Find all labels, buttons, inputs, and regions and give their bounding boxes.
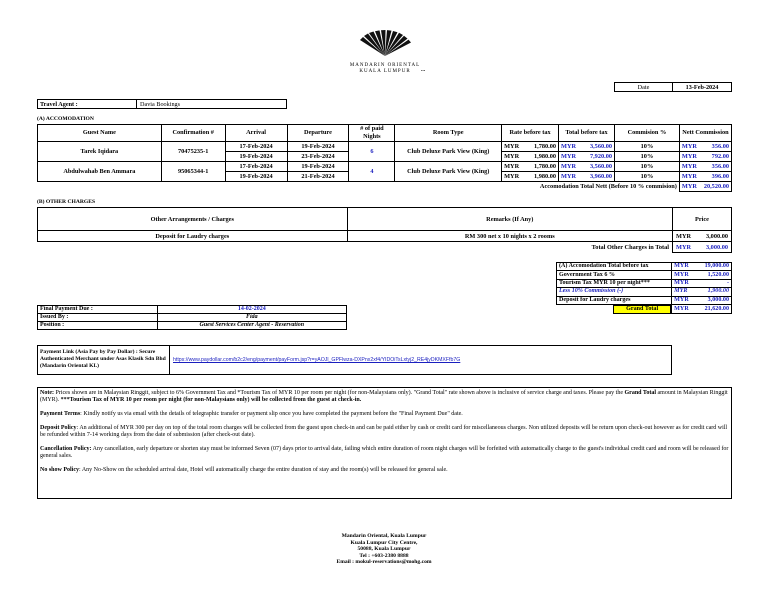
departure-date: 23-Feb-2024 [287, 152, 349, 162]
table-row [38, 142, 732, 152]
other-charges-total-currency: MYR [673, 242, 695, 253]
grand-total-value: 21,620.00 [694, 304, 732, 314]
rate-currency: MYR [502, 142, 524, 152]
footer-phone: Tel : +603-2380 8888 [359, 552, 409, 559]
col-other-arrangements: Other Arrangements / Charges [38, 208, 348, 231]
rate-currency: MYR [502, 172, 524, 182]
col-remarks: Remarks (If Any) [347, 208, 672, 231]
room-type: Club Deluxe Park View (King) [395, 162, 502, 182]
charge-price: 3,000.00 [694, 231, 731, 242]
arrival-date: 19-Feb-2024 [225, 172, 287, 182]
summary-currency: MYR [672, 271, 694, 279]
notes-box [37, 387, 732, 499]
accommodation-total-label: Accomodation Total Nett (Before 10 % commision) [38, 182, 680, 192]
summary-table [556, 262, 732, 314]
other-charges-total-row [38, 242, 732, 253]
payment-due-row [38, 306, 347, 314]
summary-label: Tourism Tax MYR 10 per night*** [557, 279, 672, 287]
hotel-logo [340, 30, 430, 75]
payment-info-table [37, 305, 347, 330]
note-paragraph [40, 390, 729, 405]
charge-currency: MYR [673, 231, 695, 242]
rate-currency: MYR [502, 162, 524, 172]
summary-value: 1,520.00 [694, 271, 732, 279]
summary-currency: MYR [672, 279, 694, 287]
payment-link-url[interactable]: https://www.paydollar.com/b2c2/eng/payment/payForm.jsp?r=yAOJl_GPFlwza-DXPnx2xf4/YIDOiTsLxtyj2_RE4jyDKMXFfb7G [173, 357, 461, 363]
cancellation-policy-paragraph [40, 446, 729, 461]
col-room-type: Room Type [395, 125, 502, 142]
rate-value: 1,780.00 [524, 142, 559, 152]
total-currency: MYR [559, 142, 581, 152]
col-rate: Rate before tax [502, 125, 559, 142]
note-text-2: amount in Malaysian Ringgit (MYR). [40, 390, 728, 404]
grand-total-row [557, 304, 732, 314]
summary-currency: MYR [672, 263, 694, 271]
payment-terms-text: : Kindly notify us via email with the details of telegraphic transfer or payment slip once you have completed the payment before the "Final Payment Due" date. [80, 410, 463, 417]
grand-total-currency: MYR [672, 304, 694, 314]
confirmation-number: 70475235-1 [161, 142, 225, 162]
col-guest-name: Guest Name [38, 125, 162, 142]
date-value: 13-Feb-2024 [672, 82, 732, 92]
nett-value: 356.00 [701, 162, 731, 172]
summary-row [557, 288, 732, 296]
rate-value: 1,980.00 [524, 152, 559, 162]
cancellation-policy-label: Cancellation Policy: [40, 445, 92, 452]
summary-label: Less 10% Commission (-) [557, 288, 672, 296]
accommodation-total-value: 20,520.00 [701, 182, 731, 192]
room-type: Club Deluxe Park View (King) [395, 142, 502, 162]
guest-name: Tarek Iqidara [38, 142, 162, 162]
commission-rate: 10% [615, 172, 680, 182]
no-show-policy-paragraph [40, 467, 729, 474]
payment-link-divider [169, 346, 170, 374]
summary-currency: MYR [672, 296, 694, 304]
nett-value: 396.00 [701, 172, 731, 182]
payment-link-box [37, 345, 672, 375]
summary-value: - [694, 279, 732, 287]
table-row [38, 162, 732, 172]
arrival-date: 17-Feb-2024 [225, 142, 287, 152]
nett-currency: MYR [679, 152, 701, 162]
date-label: Date [614, 82, 673, 92]
rate-value: 1,980.00 [524, 172, 559, 182]
departure-date: 19-Feb-2024 [287, 142, 349, 152]
summary-value: 1,900.00 [694, 288, 732, 296]
rate-value: 1,780.00 [524, 162, 559, 172]
accommodation-section-title: (A) ACCOMODATION [37, 116, 94, 122]
footer-address-1: Kuala Lumpur City Centre, [350, 539, 418, 546]
grand-total-label: Grand Total [613, 305, 671, 314]
summary-label: Deposit for Laudry charges [557, 296, 672, 304]
note-tourism-tax: ***Tourism Tax of MYR 10 per room per night (for non-Malaysians only) will be collected from the guest at check-in. [60, 397, 362, 404]
hotel-city: KUALA LUMPUR [359, 69, 411, 74]
travel-agent-value: Davia Bookings [136, 99, 287, 109]
accommodation-header-row [38, 125, 732, 142]
issued-by-value: Fida [157, 314, 346, 322]
other-charges-table [37, 207, 732, 253]
footer-hotel-name: Mandarin Oriental, Kuala Lumpur [341, 533, 427, 539]
cancellation-policy-text: Any cancellation, early departure or shorten stay must be informed Seven (07) days prior to arrival date, failing which entire duration of room night charges will be forfeited with automatically charge to the guest's individual credit card and room will be released for general sales. [40, 445, 729, 459]
col-confirmation: Confirmation # [161, 125, 225, 142]
deposit-policy-text: : An additional of MYR 300 per day on top of the total room charges will be collected from the guest upon check-in and can be paid either by cash or credit card for miscellaneous charges. Non utilized deposits will be return upon check-out however as for credit card will be refunded within 7-14 working days from the date of submission (after check-out date). [40, 424, 728, 438]
total-currency: MYR [559, 172, 581, 182]
footer-address-2: 50088, Kuala Lumpur [357, 546, 411, 552]
note-grand-total: Grand Total [624, 390, 656, 396]
accommodation-table [37, 124, 732, 192]
rate-currency: MYR [502, 152, 524, 162]
nett-currency: MYR [679, 162, 701, 172]
note-label: Note: [40, 390, 54, 396]
summary-row [557, 296, 732, 304]
payment-link-label: Payment Link (Asia Pay by Pay Dollar) : Secure Authenticated Merchant under Asas Klasik Sdn Bhd (Mandarin Oriental KL) [40, 349, 166, 369]
issued-by-label: Issued By : [38, 314, 158, 322]
position-row [38, 322, 347, 330]
hotel-name: MANDARIN ORIENTAL [349, 63, 421, 68]
nett-value: 356.00 [701, 142, 731, 152]
summary-label: Government Tax 6 % [557, 271, 672, 279]
commission-rate: 10% [615, 142, 680, 152]
charge-item: Deposit for Laudry charges [38, 231, 348, 242]
nett-value: 792.00 [701, 152, 731, 162]
final-payment-due-label: Final Payment Due : [38, 306, 158, 314]
col-total: Total before tax [559, 125, 615, 142]
travel-agent-label: Travel Agent : [37, 99, 137, 109]
summary-value: 3,000.00 [694, 296, 732, 304]
commission-rate: 10% [615, 162, 680, 172]
no-show-policy-label: No show Policy [40, 466, 79, 473]
summary-row [557, 263, 732, 271]
departure-date: 21-Feb-2024 [287, 172, 349, 182]
accommodation-total-row [38, 182, 732, 192]
deposit-policy-label: Deposit Policy [40, 424, 77, 431]
col-price: Price [673, 208, 732, 231]
total-value: 3,560.00 [581, 142, 615, 152]
total-value: 7,920.00 [581, 152, 615, 162]
final-payment-due-value: 14-02-2024 [157, 306, 346, 314]
paid-nights: 4 [349, 162, 395, 182]
footer-email: Email : mokul-reservations@mohg.com [336, 559, 432, 565]
position-label: Position : [38, 322, 158, 330]
total-currency: MYR [559, 152, 581, 162]
total-value: 3,960.00 [581, 172, 615, 182]
col-arrival: Arrival [225, 125, 287, 142]
issued-by-row [38, 314, 347, 322]
arrival-date: 17-Feb-2024 [225, 162, 287, 172]
hotel-address-footer [284, 533, 484, 566]
total-currency: MYR [559, 162, 581, 172]
no-show-policy-text: : Any No-Show on the scheduled arrival date, Hotel will automatically charge the entire duration of stay and the room(s) will be released for general sale. [79, 466, 448, 473]
commission-rate: 10% [615, 152, 680, 162]
col-nett: Nett Commission [679, 125, 731, 142]
fan-logo-icon [356, 30, 414, 58]
col-nights: # of paid Nights [349, 125, 395, 142]
col-commission: Commision % [615, 125, 680, 142]
summary-row [557, 279, 732, 287]
col-departure: Departure [287, 125, 349, 142]
summary-row [557, 271, 732, 279]
other-charges-section-title: (B) OTHER CHARGES [37, 199, 96, 205]
position-value: Guest Services Center Agent - Reservation [157, 322, 346, 330]
summary-value: 19,000.00 [694, 263, 732, 271]
guest-name: Abdulwahab Ben Ammara [38, 162, 162, 182]
nett-currency: MYR [679, 142, 701, 152]
other-charges-total-value: 3,000.00 [694, 242, 731, 253]
table-row [38, 231, 732, 242]
other-charges-header-row [38, 208, 732, 231]
summary-label: (A) Accomodation Total before tax [557, 263, 672, 271]
arrival-date: 19-Feb-2024 [225, 152, 287, 162]
deposit-policy-paragraph [40, 425, 729, 440]
paid-nights: 6 [349, 142, 395, 162]
payment-terms-label: Payment Terms [40, 410, 81, 417]
total-value: 3,560.00 [581, 162, 615, 172]
payment-terms-paragraph [40, 411, 729, 418]
logo-dots: ... [421, 67, 426, 73]
summary-currency: MYR [672, 288, 694, 296]
note-text: Prices shown are in Malaysian Ringgit, subject to 6% Government Tax and *Tourism Tax of MYR 10 per room per night (for non-Malaysians only). "Grand Total" rate shown above is inclusive of service charge and taxes. Please pay the [55, 390, 625, 396]
accommodation-total-currency: MYR [679, 182, 701, 192]
charge-remarks: RM 300 net x 10 nights x 2 rooms [347, 231, 672, 242]
departure-date: 19-Feb-2024 [287, 162, 349, 172]
nett-currency: MYR [679, 172, 701, 182]
other-charges-total-label: Total Other Charges in Total [38, 242, 673, 253]
confirmation-number: 95065344-1 [161, 162, 225, 182]
